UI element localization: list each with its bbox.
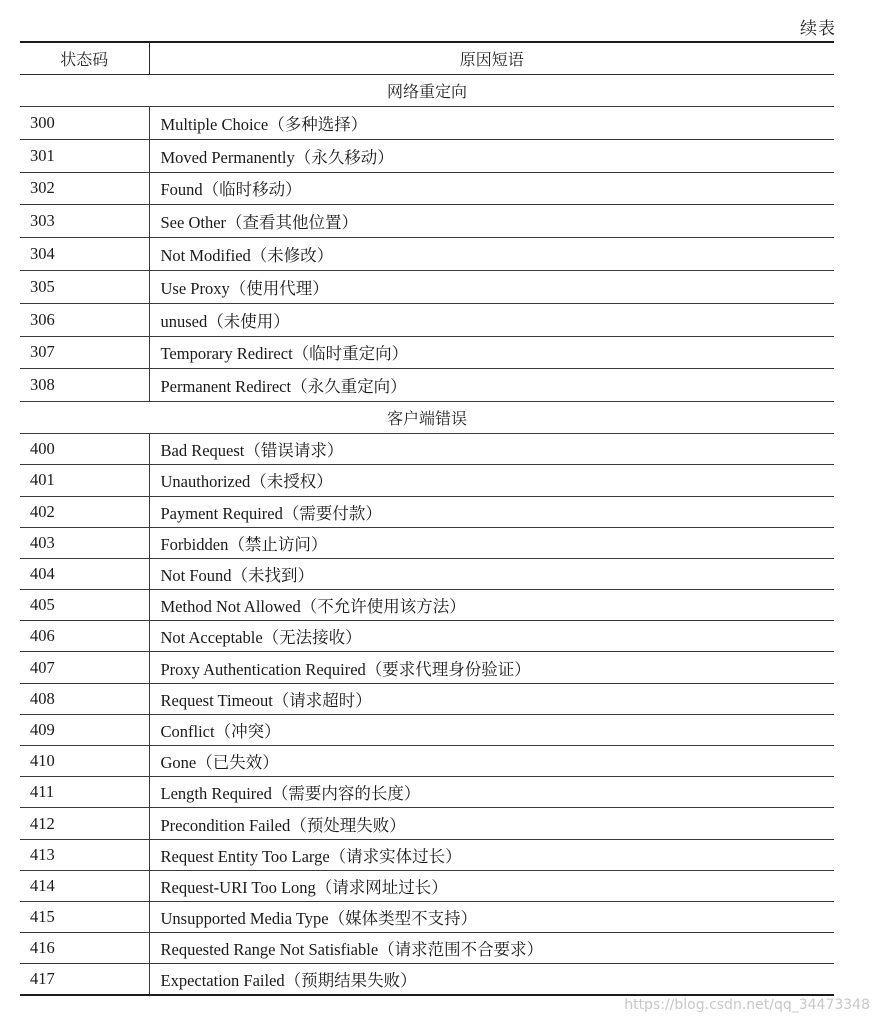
table-row: [20, 901, 834, 932]
status-code-cell: 306: [20, 303, 149, 336]
reason-phrase-cell: Use Proxy（使用代理）: [149, 270, 834, 303]
reason-phrase-cell: Method Not Allowed（不允许使用该方法）: [149, 590, 834, 621]
table-row: [20, 933, 834, 964]
status-code-cell: 417: [20, 964, 149, 995]
reason-phrase-cell: Precondition Failed（预处理失败）: [149, 808, 834, 839]
status-code-cell: 303: [20, 205, 149, 238]
table-row: [20, 683, 834, 714]
reason-phrase-cell: Conflict（冲突）: [149, 714, 834, 745]
status-code-cell: 405: [20, 590, 149, 621]
reason-phrase-cell: Moved Permanently（永久移动）: [149, 139, 834, 172]
table-row: [20, 652, 834, 683]
watermark: https://blog.csdn.net/qq_34473348: [624, 997, 870, 1013]
reason-phrase-cell: Permanent Redirect（永久重定向）: [149, 369, 834, 402]
section-client-error-heading: 客户端错误: [20, 402, 834, 434]
reason-phrase-cell: Unsupported Media Type（媒体类型不支持）: [149, 901, 834, 932]
table-row: [20, 746, 834, 777]
table-row: [20, 139, 834, 172]
reason-phrase-cell: Payment Required（需要付款）: [149, 496, 834, 527]
status-code-cell: 402: [20, 496, 149, 527]
table-row: [20, 465, 834, 496]
reason-phrase-cell: Unauthorized（未授权）: [149, 465, 834, 496]
header-reason-phrase: 原因短语: [149, 42, 834, 75]
reason-phrase-cell: Not Modified（未修改）: [149, 238, 834, 271]
status-code-cell: 416: [20, 933, 149, 964]
table-row: [20, 270, 834, 303]
continued-label: 续表: [800, 19, 836, 39]
reason-phrase-cell: Forbidden（禁止访问）: [149, 527, 834, 558]
status-code-cell: 409: [20, 714, 149, 745]
reason-phrase-cell: Multiple Choice（多种选择）: [149, 107, 834, 140]
section-redirect-heading: 网络重定向: [20, 75, 834, 107]
status-code-cell: 415: [20, 901, 149, 932]
table-row: [20, 434, 834, 465]
table-row: [20, 714, 834, 745]
reason-phrase-cell: Found（临时移动）: [149, 172, 834, 205]
section-redirect-row: [20, 75, 834, 107]
status-code-cell: 410: [20, 746, 149, 777]
reason-phrase-cell: Request Entity Too Large（请求实体过长）: [149, 839, 834, 870]
status-code-cell: 307: [20, 336, 149, 369]
status-code-cell: 403: [20, 527, 149, 558]
reason-phrase-cell: Not Found（未找到）: [149, 558, 834, 589]
reason-phrase-cell: Proxy Authentication Required（要求代理身份验证）: [149, 652, 834, 683]
reason-phrase-cell: Temporary Redirect（临时重定向）: [149, 336, 834, 369]
table-row: [20, 238, 834, 271]
status-code-cell: 301: [20, 139, 149, 172]
table-row: [20, 107, 834, 140]
table-row: [20, 496, 834, 527]
table-row: [20, 777, 834, 808]
reason-phrase-cell: unused（未使用）: [149, 303, 834, 336]
reason-phrase-cell: Request-URI Too Long（请求网址过长）: [149, 870, 834, 901]
status-code-cell: 300: [20, 107, 149, 140]
reason-phrase-cell: Not Acceptable（无法接收）: [149, 621, 834, 652]
table-row: [20, 172, 834, 205]
status-code-cell: 401: [20, 465, 149, 496]
table-row: [20, 205, 834, 238]
table-row: [20, 870, 834, 901]
header-row: [20, 42, 834, 75]
reason-phrase-cell: Gone（已失效）: [149, 746, 834, 777]
status-code-cell: 302: [20, 172, 149, 205]
status-code-table: [20, 41, 834, 996]
table-header: [20, 42, 834, 75]
reason-phrase-cell: Bad Request（错误请求）: [149, 434, 834, 465]
table-row: [20, 621, 834, 652]
table-row: [20, 527, 834, 558]
reason-phrase-cell: See Other（查看其他位置）: [149, 205, 834, 238]
reason-phrase-cell: Length Required（需要内容的长度）: [149, 777, 834, 808]
table-row: [20, 839, 834, 870]
status-code-cell: 404: [20, 558, 149, 589]
table-row: [20, 964, 834, 995]
status-code-cell: 412: [20, 808, 149, 839]
table-row: [20, 303, 834, 336]
section-client-error-row: [20, 402, 834, 434]
status-code-cell: 408: [20, 683, 149, 714]
reason-phrase-cell: Expectation Failed（预期结果失败）: [149, 964, 834, 995]
header-status-code: 状态码: [20, 42, 149, 75]
table-row: [20, 808, 834, 839]
status-code-cell: 305: [20, 270, 149, 303]
table-row: [20, 558, 834, 589]
table-body: [20, 75, 834, 996]
status-code-cell: 411: [20, 777, 149, 808]
status-code-cell: 308: [20, 369, 149, 402]
status-code-cell: 400: [20, 434, 149, 465]
status-code-cell: 407: [20, 652, 149, 683]
status-code-cell: 304: [20, 238, 149, 271]
reason-phrase-cell: Requested Range Not Satisfiable（请求范围不合要求）: [149, 933, 834, 964]
status-code-cell: 414: [20, 870, 149, 901]
table-row: [20, 369, 834, 402]
status-code-cell: 413: [20, 839, 149, 870]
table-row: [20, 336, 834, 369]
reason-phrase-cell: Request Timeout（请求超时）: [149, 683, 834, 714]
status-code-cell: 406: [20, 621, 149, 652]
table-row: [20, 590, 834, 621]
